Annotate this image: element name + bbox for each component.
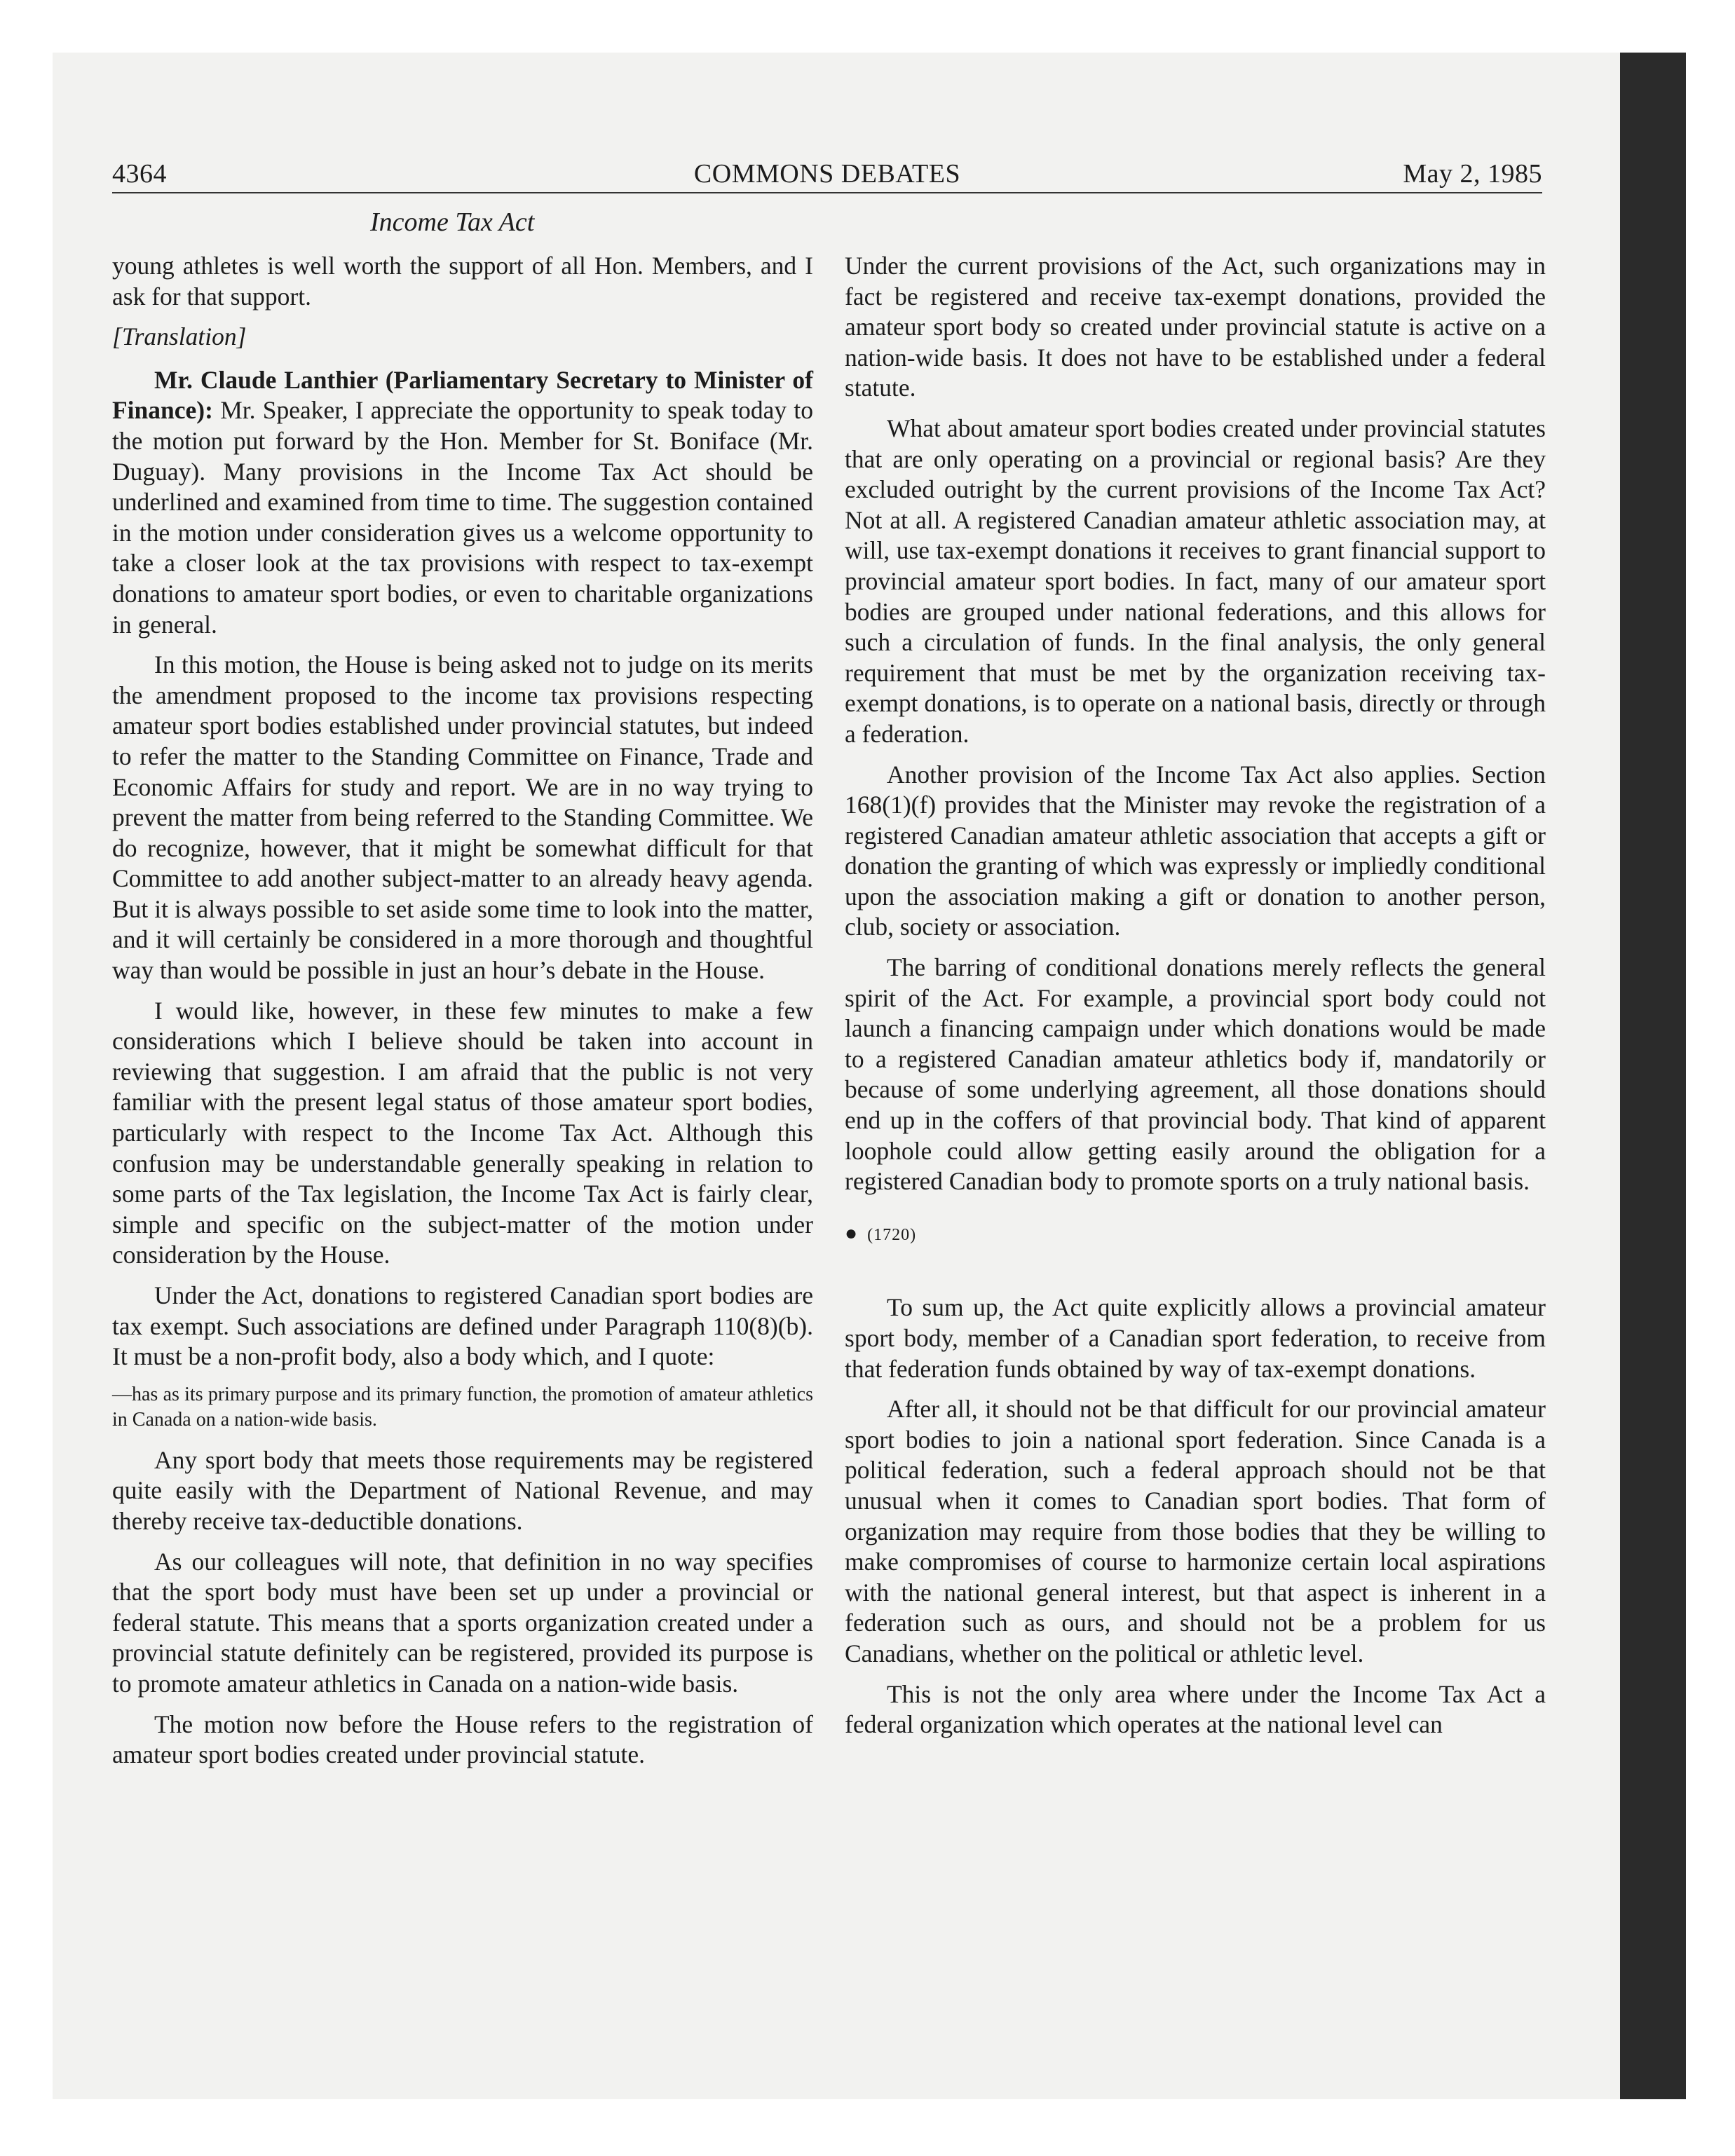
paragraph: The barring of conditional donations merely reflects the general spirit of the Act. For example, a provincial sport body could not launch a financing campaign under which donations would be made to a registered Canadian amateur athletics body if, mandatorily or because of some underlying agreement, all those donations should end up in the coffers of that provincial body. That kind of apparent loophole could allow getting easily around the obligation for a registered Canadian body to promote sports on a truly national basis. bbox=[845, 953, 1546, 1196]
header-date: May 2, 1985 bbox=[1403, 159, 1542, 189]
running-header bbox=[112, 156, 1542, 193]
translation-marker: [Translation] bbox=[112, 322, 247, 351]
binding-shadow bbox=[1620, 53, 1686, 2099]
speech-text: Mr. Speaker, I appreciate the opportunity to speak today to the motion put forward by the Hon. Member for St. Boniface (Mr. Duguay). Many provisions in the Income Tax Act should be underlined and examined from time to time. The suggestion contained in the motion under consideration gives us a welcome opportunity to take a closer look at the tax provisions with respect to tax-exempt donations to amateur sport bodies, or even to charitable organizations in general. bbox=[112, 396, 813, 639]
paragraph: The motion now before the House refers to the registration of amateur sport bodies created under provincial statute. bbox=[112, 1710, 813, 1769]
paragraph: Another provision of the Income Tax Act also applies. Section 168(1)(f) provides that the Minister may revoke the registration of a registered Canadian amateur athletic association that accepts a gift or donation the granting of which was expressly or impliedly conditional upon the association making a gift or donation to another person, club, society or association. bbox=[845, 760, 1546, 941]
time-marker bbox=[845, 1218, 1546, 1251]
paragraph: After all, it should not be that difficult for our provincial amateur sport bodies to join a national sport federation. Since Canada is a political federation, such a federal approach should not be that unusual when it comes to Canadian sport bodies. That form of organization may require from those bodies that they be willing to make compromises of course to harmonize certain local aspirations with the national general interest, but that aspect is inherent in a federation such as ours, and should not be a problem for us Canadians, whether on the political or athletic level. bbox=[845, 1395, 1546, 1667]
paragraph: Under the Act, donations to registered Canadian sport bodies are tax exempt. Such associations are defined under Paragraph 110(8)(b). It must be a non-profit body, also a body which, and I quote: bbox=[112, 1281, 813, 1371]
paragraph: What about amateur sport bodies created under provincial statutes that are only operating on a provincial or regional basis? Are they excluded outright by the current provisions of the Income Tax Act? Not at all. A registered Canadian amateur athletic association may, at will, use tax-exempt donations it receives to grant financial support to provincial amateur sport bodies. In fact, many of our amateur sport bodies are grouped under national federations, and this allows for such a circulation of funds. In the final analysis, the only general requirement that must be met by the organization receiving tax-exempt donations, is to operate on a national basis, directly or through a federation. bbox=[845, 414, 1546, 748]
paragraph: As our colleagues will note, that definition in no way specifies that the sport body must have been set up under a provincial or federal statute. This means that a sports organization created under a provincial statute definitely can be registered, provided its purpose is to promote amateur athletics in Canada on a nation-wide basis. bbox=[112, 1547, 813, 1698]
right-column bbox=[845, 251, 1546, 1750]
left-column bbox=[112, 251, 813, 1780]
paragraph: This is not the only area where under the Income Tax Act a federal organization which operates at the national level can bbox=[845, 1679, 1546, 1739]
page-number: 4364 bbox=[112, 159, 167, 189]
publication-title: COMMONS DEBATES bbox=[693, 159, 961, 189]
paragraph: Under the current provisions of the Act, such organizations may in fact be registered and receive tax-exempt donations, provided the amateur sport body so created under provincial statute is active on a nation-wide basis. It does not have to be established under a federal statute. bbox=[845, 252, 1546, 402]
paragraph: In this motion, the House is being asked not to judge on its merits the amendment proposed to the income tax provisions respecting amateur sport bodies established under provincial statutes, but indeed to refer the matter to the Standing Committee on Finance, Trade and Economic Affairs for study and report. We are in no way trying to prevent the matter from being referred to the Standing Committee. We do recognize, however, that it might be somewhat difficult for that Committee to add another subject-matter to an already heavy agenda. But it is always possible to set aside some time to look into the matter, and it will certainly be considered in a more thorough and thoughtful way than would be possible in just an hour’s debate in the House. bbox=[112, 650, 813, 985]
section-title: Income Tax Act bbox=[370, 207, 535, 237]
paragraph: young athletes is well worth the support of all Hon. Members, and I ask for that support. bbox=[112, 252, 813, 311]
paragraph: I would like, however, in these few minutes to make a few considerations which I believe should be taken into account in reviewing that suggestion. I am afraid that the public is not very familiar with the present legal status of those amateur sport bodies, particularly with respect to the Income Tax Act. Although this confusion may be understandable generally speaking in relation to some parts of the Tax legislation, the Income Tax Act is fairly clear, simple and specific on the subject-matter of the motion under consideration by the House. bbox=[112, 996, 813, 1269]
bullet-icon: ● bbox=[845, 1221, 859, 1245]
paragraph: Any sport body that meets those requirements may be registered quite easily with the Department of National Revenue, and may thereby receive tax-deductible donations. bbox=[112, 1445, 813, 1535]
speech-opening bbox=[112, 365, 813, 640]
paragraph: To sum up, the Act quite explicitly allows a provincial amateur sport body, member of a Canadian sport federation, to receive from that federation funds obtained by way of tax-exempt donations. bbox=[845, 1293, 1546, 1383]
time-marker-text: (1720) bbox=[867, 1225, 917, 1244]
speaker-name: Mr. Claude Lanthier (Parliamentary Secretary to Minister of Finance): bbox=[112, 365, 813, 425]
block-quote: —has as its primary purpose and its primary function, the promotion of amateur athletics in Canada on a nation-wide basis. bbox=[112, 1383, 813, 1431]
